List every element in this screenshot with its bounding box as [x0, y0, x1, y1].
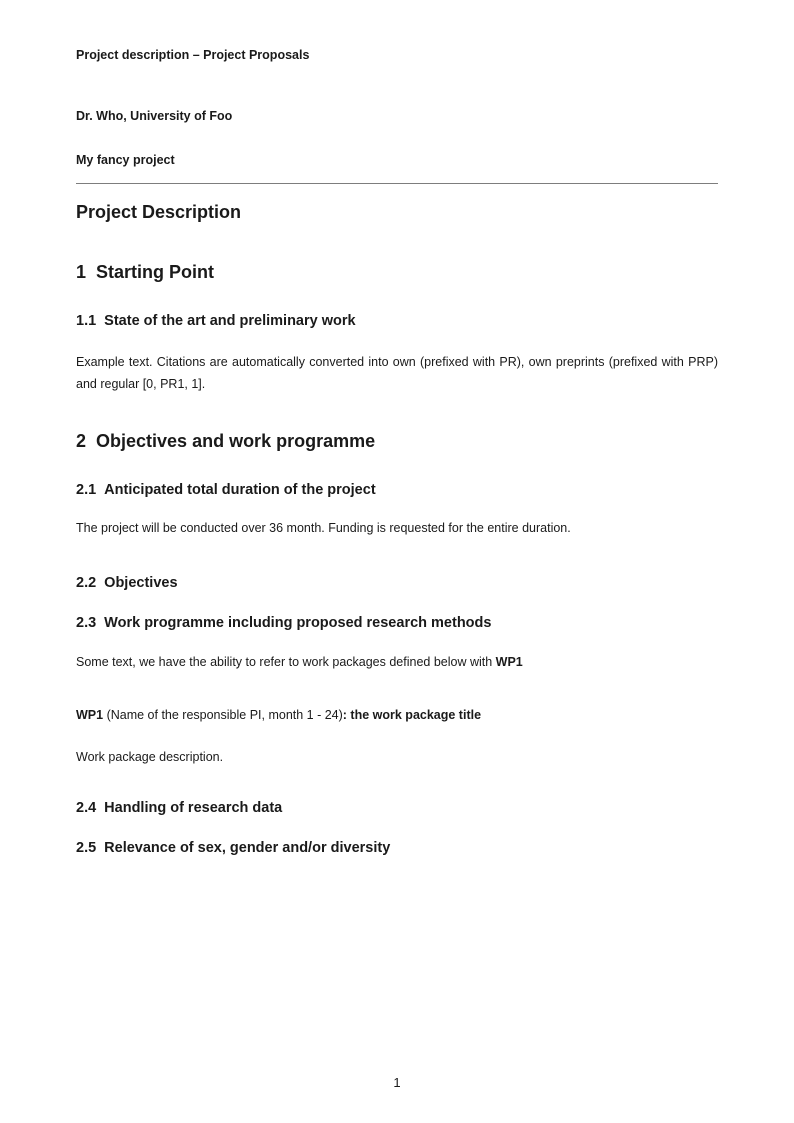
page-number: 1 [393, 1075, 401, 1090]
paragraph-state-of-art: Example text. Citations are automatically converted into own (prefixed with PR), own preprints (prefixed with PRP) and regular [0, PR1, 1]. [76, 355, 718, 391]
header-rule [76, 183, 718, 184]
header-author: Dr. Who, University of Foo [76, 109, 233, 123]
subsection-number: 2.4 [76, 800, 97, 816]
subsection-heading-1-1 [76, 312, 718, 330]
section-number: 2 [76, 431, 87, 451]
subsection-number: 2.3 [76, 614, 97, 631]
section-heading-1 [76, 261, 718, 283]
header-project-title: My fancy project [76, 153, 175, 167]
work-package-details: (Name of the responsible PI, month 1 - 24) [103, 708, 343, 722]
work-package-label: WP1 [76, 708, 104, 722]
subsection-heading-2-4 [76, 799, 718, 817]
section-number: 1 [76, 262, 87, 282]
subsection-title: State of the art and preliminary work [104, 313, 356, 329]
section-heading-2 [76, 430, 718, 452]
subsection-number: 2.2 [76, 574, 97, 591]
header-subject: Project description – Project Proposals [76, 48, 310, 62]
work-package-heading [76, 705, 718, 727]
subsection-heading-2-1 [76, 481, 718, 499]
work-programme-intro-text: Some text, we have the ability to refer to work packages defined below with [76, 654, 496, 669]
subsection-heading-2-3 [76, 614, 718, 632]
document-header [76, 48, 718, 168]
work-package-title: : the work package title [342, 708, 482, 722]
subsection-heading-2-2 [76, 574, 718, 592]
subsection-number: 2.5 [76, 840, 97, 856]
subsection-number: 2.1 [76, 482, 97, 498]
subsection-title: Relevance of sex, gender and/or diversity [104, 840, 391, 856]
work-package-reference: WP1 [495, 654, 523, 669]
subsection-title: Work programme including proposed research methods [104, 614, 492, 631]
paragraph-work-programme [76, 652, 718, 674]
subsection-title: Handling of research data [104, 800, 283, 816]
section-title: Objectives and work programme [96, 431, 376, 451]
subsection-title: Objectives [104, 574, 178, 591]
section-title: Starting Point [96, 262, 215, 282]
document-title: Project Description [76, 202, 242, 222]
paragraph-duration: The project will be conducted over 36 month. Funding is requested for the entire duration. [76, 521, 571, 535]
subsection-heading-2-5 [76, 839, 718, 857]
subsection-number: 1.1 [76, 313, 97, 329]
subsection-title: Anticipated total duration of the project [104, 482, 376, 498]
paragraph-wp1-description: Work package description. [76, 749, 224, 764]
